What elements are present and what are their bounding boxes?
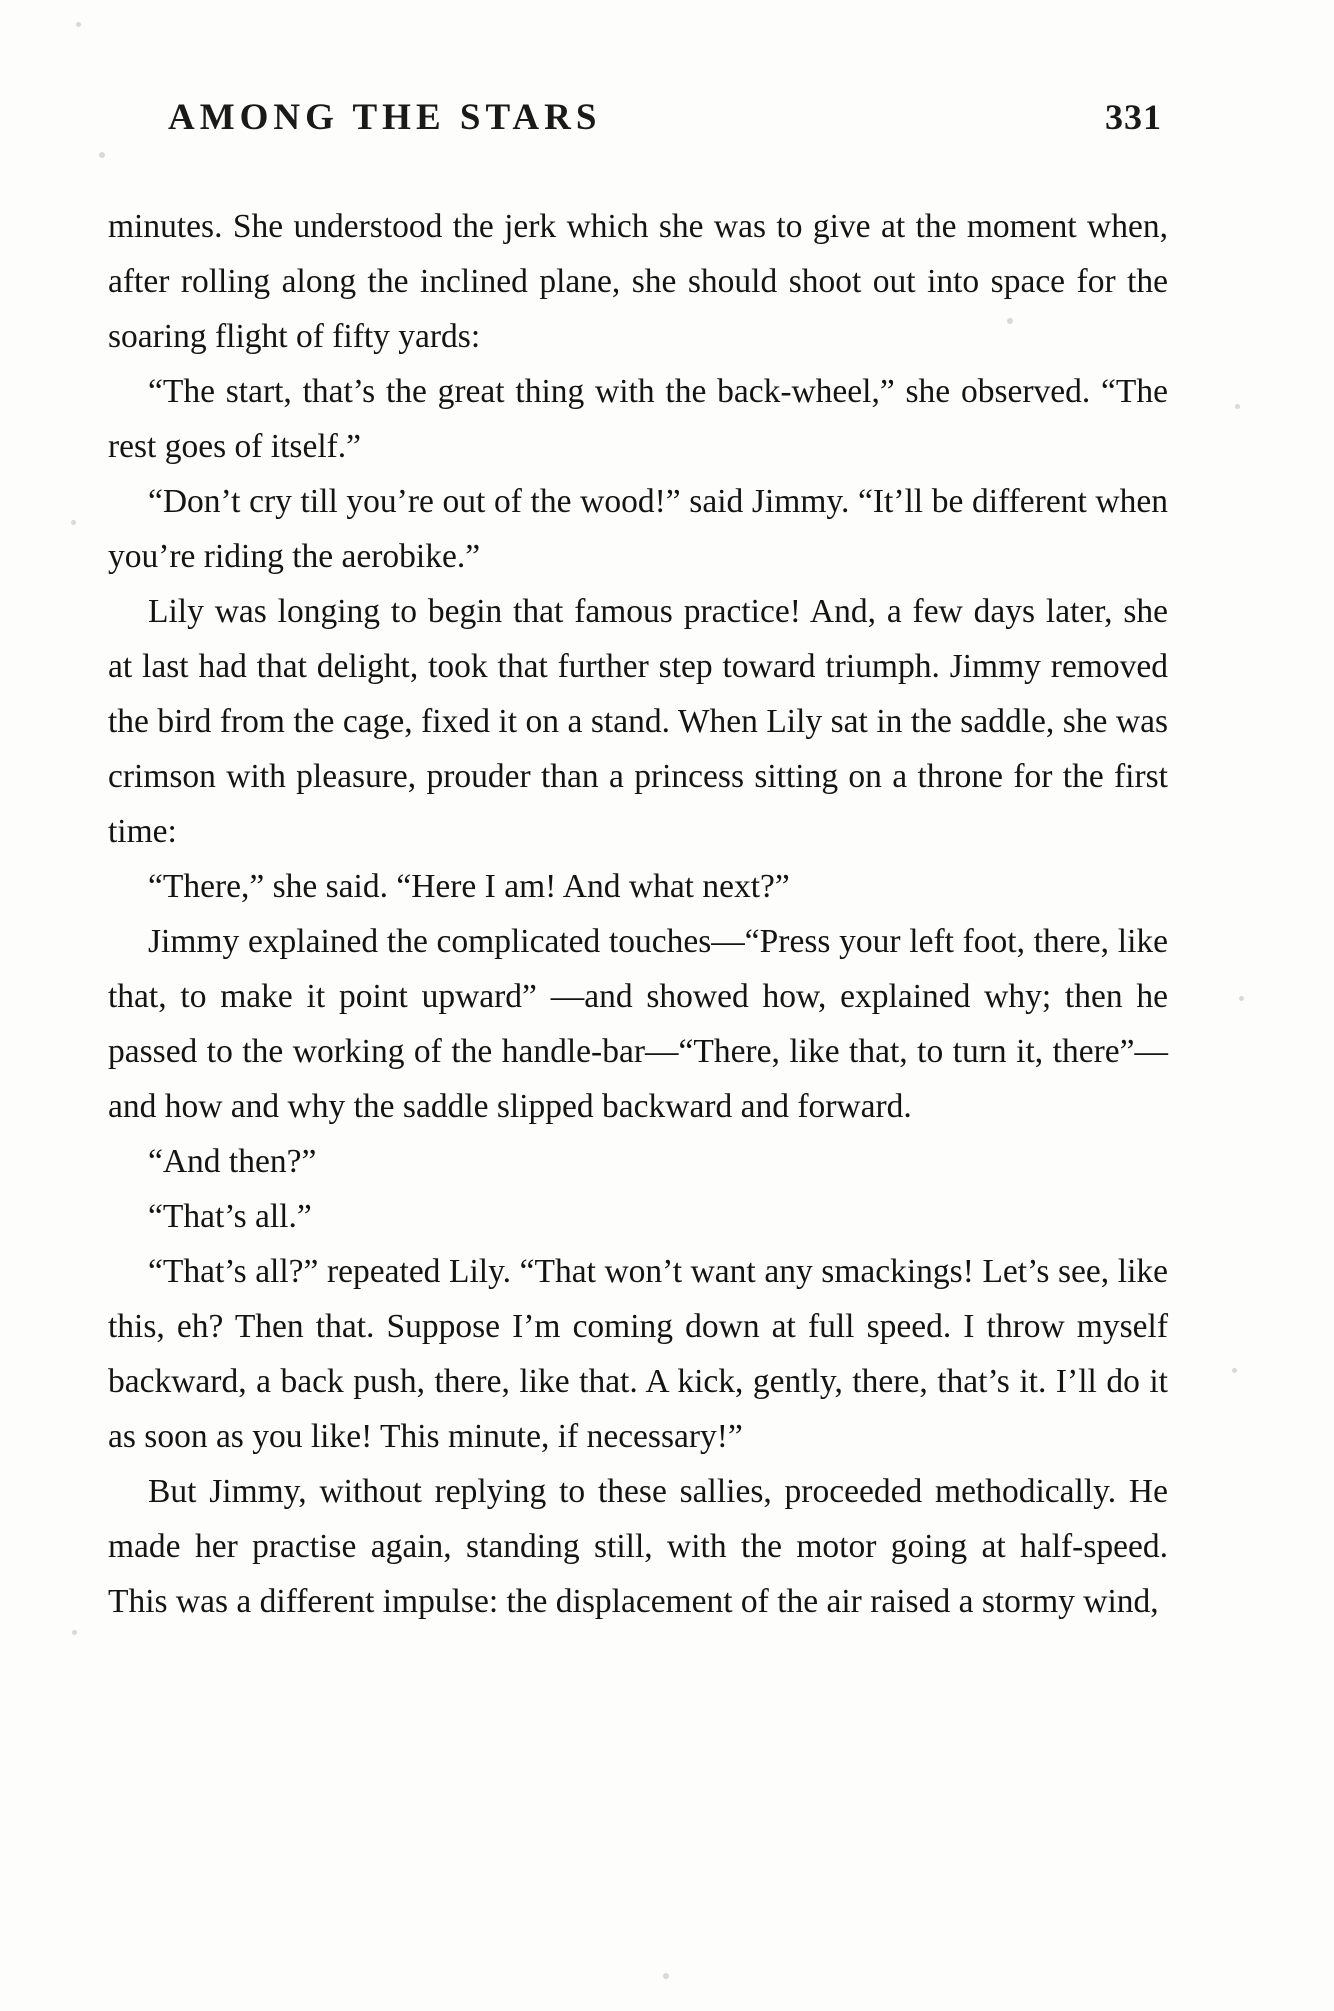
paragraph: “Don’t cry till you’re out of the wood!” said Jimmy. “It’ll be different when you’re riding the aerobike.” xyxy=(108,483,1168,575)
paragraph: Jimmy explained the complicated touches—“Press your left foot, there, like that, to make it point upward” —and showed how, explained why; then he passed to the working of the handle-bar—“There, like that, to turn it, there”—and how and why the saddle slipped backward and forward. xyxy=(108,923,1168,1125)
scan-speck xyxy=(99,152,105,158)
page-number: 331 xyxy=(1105,97,1162,137)
scan-speck xyxy=(71,520,76,525)
paragraph: Lily was longing to begin that famous practice! And, a few days later, she at last had that delight, took that further step toward triumph. Jimmy removed the bird from the cage, fixed it on a stand. When Lily sat in the saddle, she was crimson with pleasure, prouder than a princess sitting on a throne for the first time: xyxy=(108,593,1168,850)
paragraph: “The start, that’s the great thing with the back-wheel,” she observed. “The rest goes of itself.” xyxy=(108,373,1168,465)
scan-speck xyxy=(1239,996,1244,1001)
body-text xyxy=(108,199,1168,1629)
running-head xyxy=(168,96,1162,139)
paragraph: But Jimmy, without replying to these sallies, proceeded methodically. He made her practise again, standing still, with the motor going at half-speed. This was a different impulse: the displacement of the air raised a stormy wind, xyxy=(108,1473,1168,1620)
scan-speck xyxy=(76,22,81,27)
scan-speck xyxy=(1235,404,1240,409)
scan-speck xyxy=(663,1973,669,1979)
paragraph: “That’s all.” xyxy=(148,1198,312,1235)
paragraph: “And then?” xyxy=(148,1143,317,1180)
paragraph: minutes. She understood the jerk which she was to give at the moment when, after rolling along the inclined plane, she should shoot out into space for the soaring flight of fifty yards: xyxy=(108,208,1168,355)
scan-speck xyxy=(72,1630,77,1635)
page-title: AMONG THE STARS xyxy=(168,97,602,138)
scan-speck xyxy=(1232,1368,1237,1373)
paragraph: “That’s all?” repeated Lily. “That won’t want any smackings! Let’s see, like this, eh? Then that. Suppose I’m coming down at full speed. I throw myself backward, a back push, there, like that. A kick, gently, there, that’s it. I’ll do it as soon as you like! This minute, if necessary!” xyxy=(108,1253,1168,1455)
paragraph: “There,” she said. “Here I am! And what next?” xyxy=(148,868,790,905)
